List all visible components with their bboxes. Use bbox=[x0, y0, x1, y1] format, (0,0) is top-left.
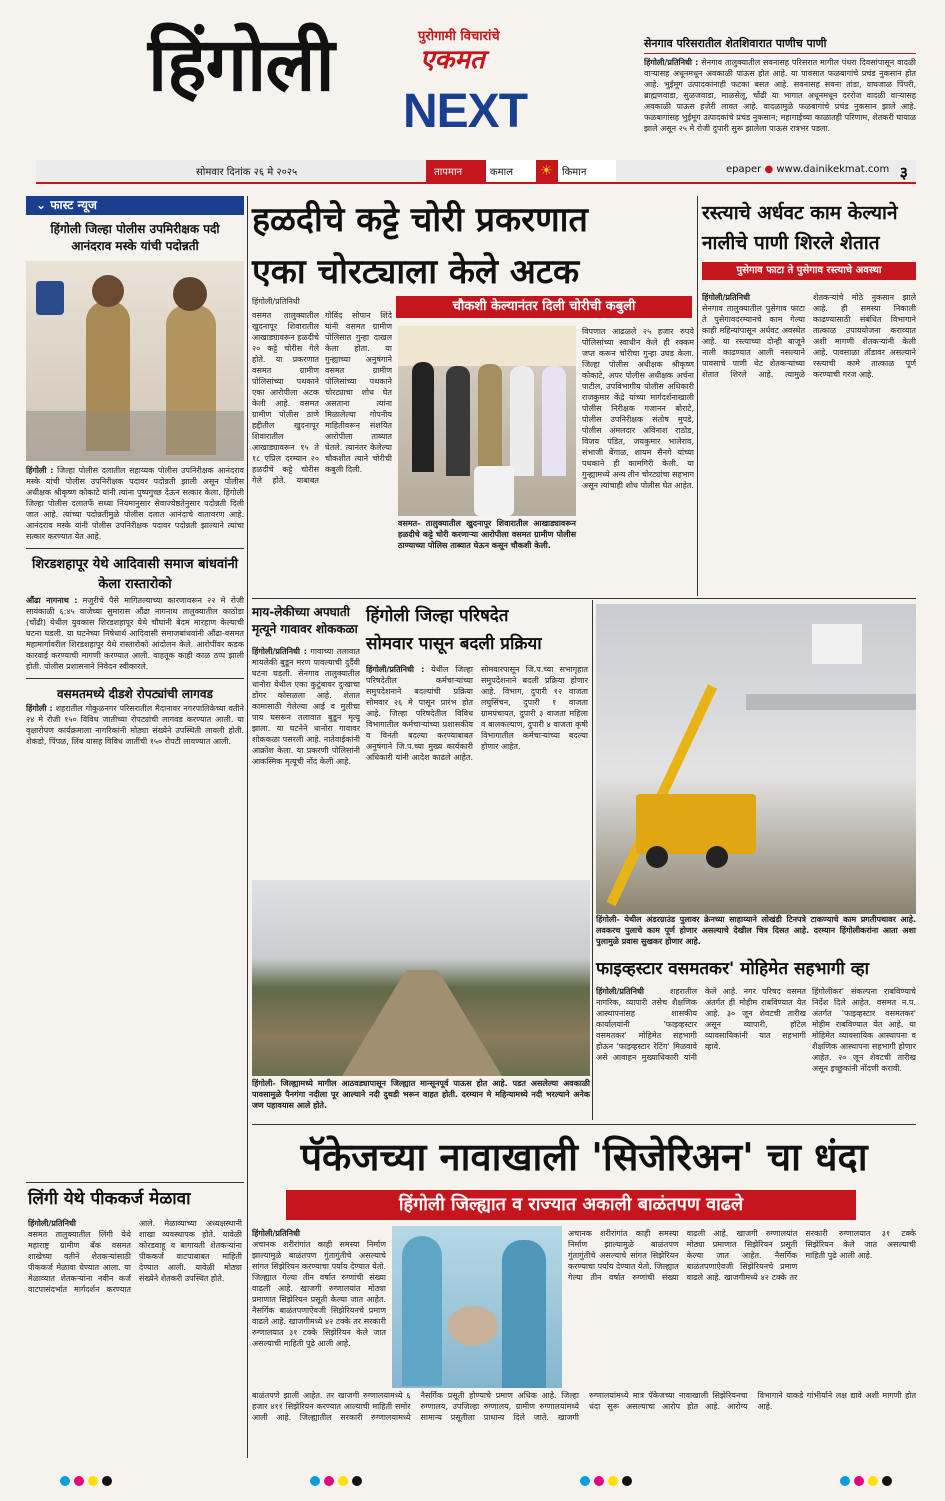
fast-news-banner bbox=[26, 196, 244, 215]
lead-body: वसमत तालुक्यातील खुदनापूर शिवारातील आखाड्यावरून हळदीचे २० कट्टे चोरीस गेले होते. या प्रकरणात वसमत ग्रामीण पोलिसांच्या पथकाने एका आरोपीला अटक केली आहे. वसमत ग्रामीण पोलीस ठाणे हद्दीतील खुदनापूर शिवारातील आखाड्यावरून १५ ते १८ एप्रिल दरम्यान २० हळदीचे कट्टे चोरीस गेले होते. याबाबत गोविंद सोपान शिंदे यांनी वसमत ग्रामीण पोलिसात गुन्हा दाखल केला होता. या गुन्ह्याच्या अनुषंगाने वसमत ग्रामीण पोलिसांच्या पथकाने चोरट्याचा शोध घेत असताना त्यांना मिळालेल्या गोपनीय माहितीवरून संशयित आरोपीला ताब्यात घेतले. त्यानंतर केलेल्या चौकशीत त्याने चोरीची कबुली दिली. bbox=[252, 311, 392, 485]
crane-photo bbox=[596, 604, 916, 914]
promotion-photo bbox=[26, 261, 244, 461]
registration-mark bbox=[60, 1476, 70, 1486]
river-caption: हिंगोली- जिल्ह्यामध्ये मागील आठवड्यापासून जिल्ह्यात मान्सूनपूर्व पाऊस होत आहे. पडत असलेल्या अवकाळी पावसामुळे पैनगंगा नदीला पूर आल्याने नदी दुथडी भरून वाहत होती. दरम्यान मे महिन्यामध्ये नदी भरल्याने अनेक जण पहावयास आले होते. bbox=[252, 1079, 590, 1110]
fighter-body: शहरातील नागरिक, व्यापारी तसेच शैक्षणिक आस्थापनांसह शासकीय कार्यालयांनी 'फाइव्हस्टार वसमतकर' मोहिमेत सहभागी होऊन 'फाइव्हस्टार रेटिंग' मिळवावे असे आवाहन मुख्याधिकारी यांनी केले आहे. नगर परिषद वसमत अंतर्गत ही मोहीम राबविण्यात येत आहे. ३० जून शेवटची तारीख असून व्यापारी, हॉटेल व्यावसायिकांनी यात सहभागी व्हावे. bbox=[596, 987, 806, 1062]
epaper-link[interactable] bbox=[726, 164, 889, 175]
feature-body-continued: बाळंतपणे झाली आहेत. तर खाजगी रुग्णालयामध्ये ६ हजार ४११ सिझेरियन करण्यात आल्याची माहिती समोर आली आहे. जिल्ह्यातील सरकारी रुग्णालयामध्ये नैसर्गिक प्रसूती होण्याचे प्रमाण अधिक आहे. जिल्हा रुग्णालय, उपजिल्हा रुग्णालय, ग्रामीण रुग्णालयांमध्ये सामान्य प्रसूतीला प्राधान्य दिले जाते. खाजगी रुग्णालयांमध्ये मात्र पॅकेजच्या नावाखाली सिझेरियनचा धंदा सुरू असल्याचा आरोप होत आहे. आरोग्य विभागाने याकडे गांभीर्याने लक्ष द्यावे अशी मागणी होत आहे. bbox=[252, 1391, 916, 1422]
feature-body: अचानक शरीरांगांत काही समस्या निर्माण झाल्यामुळे बाळंतपण गुंतागुंतीचे असल्याचे सांगत सिझेरियन करण्याचा पर्याय देण्यात येतो. जिल्ह्यात गेल्या तीन वर्षात रुग्णांची संख्या वाढली आहे. खाजगी रुग्णालयांत मोठ्या प्रमाणात सिझेरियन प्रसूती केल्या जात आहेत. नैसर्गिक बाळंतपणाऐवजी सिझेरियनचे प्रमाण वाढले आहे. खाजगीमध्ये ४२ टक्के तर सरकारी रुग्णालयात ३१ टक्के सिझेरियन केले जात असल्याची माहिती पुढे आली आहे. bbox=[252, 1240, 386, 1348]
transfer-article bbox=[366, 664, 588, 878]
masthead-brand: एकमत bbox=[420, 45, 485, 75]
ropes-headline: वसमतमध्ये दीडशे रोपट्यांची लागवड bbox=[57, 687, 213, 701]
registration-mark bbox=[74, 1476, 84, 1486]
masthead-tagline: पुरोगामी विचारांचे bbox=[418, 29, 500, 44]
page-number: ३ bbox=[899, 163, 908, 182]
fast-news-headline: हिंगोली जिल्हा पोलीस उपमिरीक्षक पदी आनंदराव मस्के यांची पदोन्नती bbox=[50, 222, 220, 253]
transfer-byline: हिंगोली/प्रतिनिधी : bbox=[366, 665, 425, 674]
registration-mark bbox=[854, 1476, 864, 1486]
masthead-title: हिंगोली bbox=[148, 22, 334, 108]
feature-article bbox=[252, 1228, 386, 1376]
registration-mark bbox=[310, 1476, 320, 1486]
website-url: www.dainikekmat.com bbox=[776, 164, 890, 175]
side-road-body: सेनगाव तालुक्यातील पुसेगाव फाटा ते पुसेगावदरम्यानचे काम गेल्या काही महिन्यांपासून अर्धवट अवस्थेत आहे. या रस्त्याच्या दोन्ही बाजूने नाली काढण्यात आली नसल्याने पावसाचे पाणी थेट शेतकऱ्यांच्या शेतात शिरले आहे. त्यामुळे शेतकऱ्यांचे मोठे नुकसान झाले आहे. ही समस्या निकाली काढण्यासाठी संबंधित विभागाने तात्काळ उपाययोजना कराव्यात अशी मागणी शेतकऱ्यांनी केली आहे. पावसाळा तोंडावर असल्याने रस्त्याची कामे तात्काळ पूर्ण करण्याची गरज आहे. bbox=[702, 293, 916, 379]
top-story-headline: सेनगाव परिसरातील शेतशिवारात पाणीच पाणी bbox=[644, 38, 916, 54]
surgery-photo bbox=[392, 1226, 562, 1388]
lead-headline-line1: हळदीचे कट्टे चोरी प्रकरणात bbox=[252, 200, 588, 240]
feature-byline: हिंगोली/प्रतिनिधी bbox=[252, 1229, 301, 1238]
transfer-headline bbox=[366, 602, 590, 658]
registration-mark bbox=[594, 1476, 604, 1486]
date-bar bbox=[36, 160, 916, 184]
temp-label: तापमान bbox=[434, 167, 463, 178]
fast-news-byline: हिंगोली : bbox=[26, 466, 54, 475]
lead-byline: हिंगोली/प्रतिनिधी bbox=[252, 297, 300, 306]
top-story bbox=[644, 38, 916, 134]
lead-headline bbox=[252, 194, 692, 298]
ropes-body: शहरातील गोकुळनगर परिसरातील मैदानावर नगरपालिकेच्या वतीने २४ मे रोजी १५० विविध जातीच्या रोपट्यांची लागवड करण्यात आली. या वृक्षारोपण कार्यक्रमाला नागरिकांनी मोठ्या संख्येने उपस्थिती लावली होती. शेकडो, पिंपळ, लिंब यासह विविध जातींची १५० रोपटी लावण्यात आली. bbox=[26, 704, 244, 746]
drowning-byline: हिंगोली/प्रतिनिधी : bbox=[252, 647, 307, 656]
top-story-body: सेनगाव तालुक्यातील सवनासह परिसरात मागील पंधरा दिवसांपासून वादळी वाऱ्यासह अधूनमधून अवकाळी पाऊस होत आहे. या पावसात फळबागांचे प्रचंड नुकसान होत आहे. भुईमूग उत्पादकांनाही फटका बसत आहे. सवनासह सवना तांडा, वाघजाळ पिंपरी, ब्राह्मणवाडा, सुळजवाडा, माळसेलू, चोंढी या भागात अधूनमधून दररोज वादळी वाऱ्यासह अवकाळी पाऊस हजेरी लावत आहे. वादळामुळे फळबागांचे प्रचंड नुकसान झाले आहे. फळबागांसह भुईमूग उत्पादकांचे प्रचंड नुकसान; महागाईच्या काळातही परिणाम, शेतकरी घायाळ झाले असून २५ मे रोजी दुपारी सुरू झालेला पाऊस रात्रभर पडला. bbox=[644, 57, 916, 133]
feature-headline: पॅकेजच्या नावाखाली 'सिजेरिअन' चा धंदा bbox=[300, 1135, 868, 1179]
registration-mark bbox=[868, 1476, 878, 1486]
crop-loan-byline: हिंगोली/प्रतिनिधी bbox=[28, 1219, 77, 1228]
side-road-subhead: पुसेगाव फाटा ते पुसेगाव रस्त्याचे अवस्था bbox=[702, 262, 916, 280]
issue-date: सोमवार दिनांक २६ मे २०२५ bbox=[196, 167, 298, 178]
side-road-article bbox=[702, 292, 916, 592]
registration-mark bbox=[882, 1476, 892, 1486]
registration-mark bbox=[840, 1476, 850, 1486]
fast-news-label: फास्ट न्यूज bbox=[50, 198, 97, 212]
registration-mark bbox=[102, 1476, 112, 1486]
police-emblem-icon bbox=[36, 281, 64, 315]
lead-subhead: चौकशी केल्यानंतर दिली चोरीची कबुली bbox=[396, 296, 692, 318]
road-block-body: मजुरीचे पैसे मागितल्याच्या कारणावरून २२ मे रोजी सायंकाळी ६:४५ वाजेच्या सुमारास औंढा नागनाथ तालुक्यातील काठोडा (चोंढी) येथील युवकास शिरडशहापूर येथे चौघांनी बेदम मारहाण केल्याची घटना घडली. या घटनेच्या निषेधार्थ आदिवासी समाजबांधवांनी औंढा-वसमत महामार्गावरील शिरडशहापूर येथे रास्तारोको आंदोलन केले. आरोपींवर कडक कारवाई करण्याची मागणी करण्यात आली. वाहतूक काही काळ ठप्प झाली होती. पोलीस प्रशासनाने निवेदन स्वीकारले. bbox=[26, 596, 244, 671]
crane-caption: हिंगोली- येथील अंडरग्राउंड पुलावर क्रेनच्या साहाय्याने लोखंडी टिनपत्रे टाकण्याचे काम प्रगतीपथावर आहे. लवकरच पुलाचे काम पूर्ण होणार असल्याचे देखील चित्र दिसत आहे. दरम्यान हिंगोलीकरांना आता अशा पुलामुळे प्रवास सुखकर होणार आहे. bbox=[596, 915, 916, 946]
registration-mark bbox=[580, 1476, 590, 1486]
fast-news-icon: ⌄ bbox=[36, 198, 47, 212]
globe-icon: ● bbox=[764, 164, 774, 175]
temp-max-label: कमाल bbox=[490, 167, 514, 178]
river-photo bbox=[252, 880, 590, 1076]
drowning-body: गावाच्या तलावात मायलेकी बुडून मरण पावल्याची दुर्दैवी घटना घडली. सेनगाव तालुक्यातील धानोरा येथील एका कुटुंबावर दुःखाचा डोंगर कोसळला आहे. शेतात कामासाठी गेलेल्या आई व मुलीचा पाय घसरून तलावात बुडून मृत्यू झाला. या घटनेने धानोरा गावावर शोककळा पसरली आहे. नातेवाईकांनी आक्रोश केला. या प्रकरणी पोलिसांनी आकस्मिक मृत्यूची नोंद केली आहे. bbox=[252, 647, 360, 766]
fighter-body-continued: हिंगोलीकर' संकल्पना राबविण्याचे निर्देश दिले आहेत. वसमत न.प. अंतर्गत 'फाइव्हस्टार वसमतकर' मोहीम राबविण्यात येत आहे. या मोहिमेत व्यावसायिक आस्थापना व शैक्षणिक आस्थापना सहभागी होणार आहेत. २० जून शेवटची तारीख असून इच्छुकांनी नोंदणी करावी. bbox=[812, 987, 916, 1073]
fighter-article bbox=[596, 986, 806, 1108]
temperature-box bbox=[426, 160, 616, 182]
fighter-byline: हिंगोली/प्रतिनिधी bbox=[596, 987, 645, 996]
temp-min-label: किमान bbox=[562, 167, 587, 178]
crop-loan-article bbox=[28, 1218, 242, 1456]
crop-loan-body: वसमत तालुक्यातील लिंगी येथे महाराष्ट्र ग्रामीण बँक वसमत शाखेच्या वतीने शेतकऱ्यांसाठी पीककर्ज मेळावा घेण्यात आला. या मेळाव्यात शेतकऱ्यांना नवीन कर्ज वाटपासंदर्भात मार्गदर्शन करण्यात आले. मेळाव्याच्या अध्यक्षस्थानी शाखा व्यवस्थापक होते. यावेळी कोरडवाहू व बागायती शेतकऱ्यांना पीककर्ज वाटपाबाबत माहिती देण्यात आली. यावेळी मोठ्या संख्येने शेतकरी उपस्थित होते. bbox=[28, 1219, 242, 1294]
registration-mark bbox=[622, 1476, 632, 1486]
epaper-label: epaper bbox=[726, 164, 762, 175]
road-block-byline: औंढा नागनाथ : bbox=[26, 596, 78, 605]
lead-photo bbox=[398, 326, 576, 516]
side-road-headline: रस्त्याचे अर्धवट काम केल्याने नालीचे पाणी शिरले शेतात bbox=[702, 202, 898, 254]
lead-body-continued: विपणात आढळले २५ हजार रुपये पोलिसांच्या स्वाधीन केले ही रक्कम जप्त करून चोरीचा गुन्हा उघड केला. जिल्हा पोलीस अधीक्षक श्रीकृष्ण कोकाटे, अपर पोलीस अधीक्षक अर्चना पाटील, उपविभागीय पोलीस अधिकारी राजकुमार केंद्रे यांच्या मार्गदर्शनाखाली पोलीस निरीक्षक गजानन बोराटे, पोलीस उपनिरीक्षक संतोष मुपडे, पोलीस अंमलदार अविनाश राठोड, विजय पंडित, जयकुमार भालेराव, संभाजी बेंगाळ, शायम सैनगे यांच्या पथकाने ही कामगिरी केली. या गुन्ह्यामध्ये अन्य तीन चोरट्यांचा सहभाग असून त्यांचाही शोध पोलीस घेत आहेत. bbox=[582, 327, 694, 490]
feature-subhead: हिंगोली जिल्ह्यात व राज्यात अकाली बाळंतपण वाढले bbox=[286, 1190, 856, 1220]
crop-loan-headline: लिंगी येथे पीककर्ज मेळावा bbox=[28, 1189, 191, 1209]
road-block-headline: शिरडशहापूर येथे आदिवासी समाज बांधवांनी केला रास्तारोको bbox=[31, 557, 239, 592]
feature-side-text: अचानक शरीरांगांत काही समस्या निर्माण झाल्यामुळे बाळंतपण गुंतागुंतीचे असल्याचे सांगत सिझेरियन करण्याचा पर्याय देण्यात येतो. जिल्ह्यात गेल्या तीन वर्षात रुग्णांची संख्या वाढली आहे. खाजगी रुग्णालयांत मोठ्या प्रमाणात सिझेरियन प्रसूती केल्या जात आहेत. नैसर्गिक बाळंतपणाऐवजी सिझेरियनचे प्रमाण वाढले आहे. खाजगीमध्ये ४२ टक्के तर सरकारी रुग्णालयात ३१ टक्के सिझेरियन केले जात असल्याची माहिती पुढे आली आहे. bbox=[568, 1229, 916, 1282]
drowning-article bbox=[252, 646, 360, 878]
transfer-headline-line1: हिंगोली जिल्हा परिषदेत bbox=[366, 606, 509, 626]
registration-mark bbox=[352, 1476, 362, 1486]
side-road-byline: हिंगोली/प्रतिनिधी bbox=[702, 293, 751, 302]
transfer-body: येथील जिल्हा परिषदेतील कर्मचाऱ्यांच्या समुपदेशनाने बदल्यांची प्रक्रिया सोमवार २६ मे पासून प्रारंभ होत आहे. जिल्हा परिषदेतील विविध विभागातील कर्मचाऱ्यांच्या प्रशासकीय व विनंती बदल्या करण्याबाबत अनुषंगाने जि.प.च्या मुख्य कार्यकारी अधिकारी यांनी आदेश काढले आहेत. सोमवारपासून जि.प.च्या सभागृहात समुपदेशनाने बदली प्रक्रिया होणार आहे. विभाग, दुपारी १२ वाजता लघुसिंचन, दुपारी १ वाजता ग्रामपंचायत, दुपारी ३ वाजता महिला व बालकल्याण, दुपारी ४ वाजता कृषी विभागातील कर्मचाऱ्यांच्या बदल्या होणार आहेत. bbox=[366, 665, 588, 762]
transfer-headline-line2: सोमवार पासून बदली प्रक्रिया bbox=[366, 634, 542, 654]
registration-mark bbox=[608, 1476, 618, 1486]
registration-mark bbox=[88, 1476, 98, 1486]
sun-icon: ☀ bbox=[540, 163, 553, 179]
drowning-headline: माय-लेकीच्या अपघाती मृत्यूने गावावर शोककळा bbox=[252, 605, 358, 636]
lead-photo-caption: वसमत- तालुक्यातील खुदनापूर शिवारातील आखाड्यावरून हळदीचे कट्टे चोरी करणाऱ्या आरोपीला वसमत ग्रामीण पोलीस ठाण्याच्या पोलिस ताब्यात घेऊन कसून चौकशी केली. bbox=[398, 519, 576, 550]
fast-news-body: जिल्हा पोलीस दलातील सहाय्यक पोलीस उपनिरीक्षक आनंदराव मस्के यांची पोलीस उपनिरीक्षक पदावर पदोन्नती झाली असून पोलीस अधीक्षक श्रीकृष्ण कोकाटे यांनी त्यांना पुष्पगुच्छ देऊन सत्कार केला. हिंगोली जिल्हा पोलीस दलातर्फे सध्या नियमानुसार सेवाज्येष्ठतेनुसार पदोन्नती दिली जात आहे. त्यांच्या पदोन्नतीमुळे पोलीस दलात आनंदाचे वातावरण आहे. आनंदराव मस्के यांनी पोलीस उपनिरीक्षक पदावर पदोन्नती झाल्याने त्यांचा सत्कार करण्यात येत आहे. bbox=[26, 466, 244, 541]
registration-mark bbox=[324, 1476, 334, 1486]
top-story-byline: हिंगोली/प्रतिनिधी : bbox=[644, 57, 699, 67]
fighter-headline: फाइव्हस्टार वसमतकर' मोहिमेत सहभागी व्हा bbox=[596, 959, 870, 979]
left-column bbox=[26, 196, 244, 747]
masthead-next-logo: NEXT bbox=[403, 85, 528, 138]
ropes-byline: हिंगोली : bbox=[26, 704, 53, 713]
lead-headline-line2: एका चोरट्याला केले अटक bbox=[252, 252, 580, 292]
registration-mark bbox=[338, 1476, 348, 1486]
